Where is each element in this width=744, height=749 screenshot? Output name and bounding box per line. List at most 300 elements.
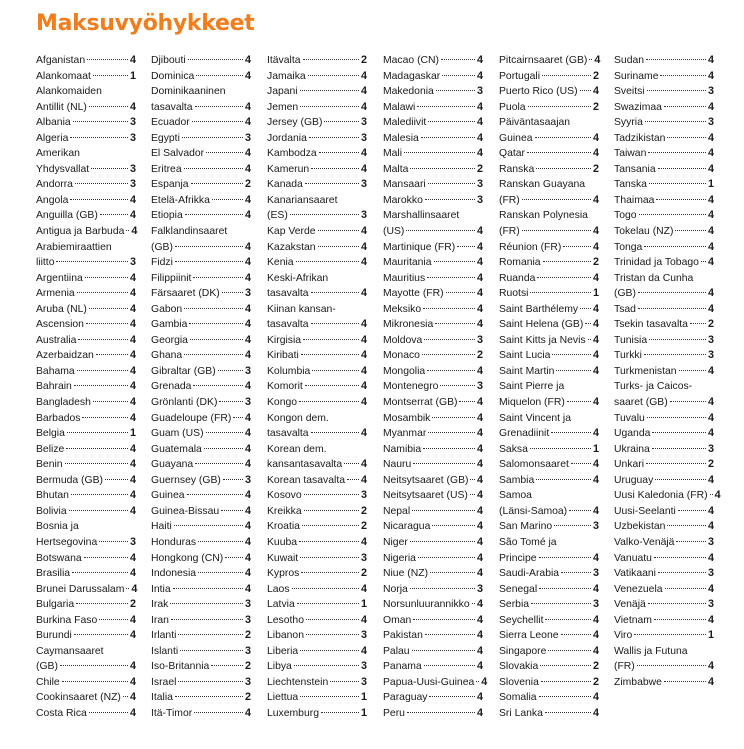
dot-leader	[89, 712, 128, 713]
dot-leader	[175, 696, 243, 697]
dot-leader	[85, 277, 128, 278]
dot-leader	[589, 59, 592, 60]
zone-number: 2	[707, 458, 714, 471]
country-entry	[614, 100, 714, 116]
country-name: Marshallinsaaret	[383, 210, 460, 222]
country-name: Benin	[36, 459, 63, 471]
dot-leader	[193, 277, 243, 278]
country-name: Liberia	[267, 645, 299, 657]
country-name: Kreikka	[267, 505, 302, 517]
country-name: Mongolia	[383, 365, 426, 377]
country-name: Gabon	[151, 303, 183, 315]
country-entry	[499, 317, 599, 333]
country-name: Singapore	[499, 645, 547, 657]
dot-leader	[588, 339, 591, 340]
country-entry	[383, 488, 483, 504]
dot-leader	[530, 292, 591, 293]
dot-leader	[175, 261, 243, 262]
country-entry	[151, 426, 251, 442]
zone-number: 4	[244, 100, 251, 113]
country-name: Vietnam	[614, 614, 652, 626]
dot-leader	[670, 401, 706, 402]
dot-leader	[89, 106, 128, 107]
zone-number: 4	[244, 193, 251, 206]
dot-leader	[304, 494, 359, 495]
dot-leader	[545, 712, 591, 713]
dot-leader	[421, 137, 475, 138]
country-name: Espanja	[151, 179, 189, 191]
country-entry	[267, 224, 367, 240]
country-entry	[151, 255, 251, 271]
country-entry	[614, 535, 714, 551]
zone-number: 4	[476, 287, 483, 300]
dot-leader	[667, 137, 706, 138]
country-entry	[36, 240, 136, 271]
country-name: Papua-Uusi-Guinea	[383, 676, 475, 688]
zone-number: 4	[360, 162, 367, 175]
country-entry	[151, 659, 251, 675]
country-name: Päiväntasaajan	[499, 117, 571, 129]
zone-number: 4	[592, 333, 599, 346]
dot-leader	[303, 59, 359, 60]
zone-number: 2	[360, 54, 367, 66]
zone-number: 4	[714, 489, 721, 502]
country-entry	[36, 473, 136, 489]
country-entry	[614, 519, 714, 535]
zone-number: 4	[592, 318, 599, 331]
dot-leader	[89, 308, 128, 309]
column-5	[499, 53, 599, 722]
country-entry	[151, 224, 251, 255]
country-name: Keski-Afrikan	[267, 272, 329, 284]
country-name: Tonga	[614, 241, 643, 253]
country-name: Filippiinit	[151, 272, 192, 284]
country-entry	[151, 364, 251, 380]
zone-number: 3	[360, 131, 367, 144]
country-name: Grenadiinit	[499, 428, 550, 440]
country-name: Pakistan	[383, 630, 423, 642]
zone-number: 3	[244, 364, 251, 377]
country-name: Ranskan Polynesia	[499, 210, 588, 222]
country-entry	[267, 302, 367, 333]
dot-leader	[126, 230, 129, 231]
dot-leader	[99, 619, 128, 620]
country-entry	[499, 333, 599, 349]
country-entry	[36, 364, 136, 380]
country-name: Libanon	[267, 630, 304, 642]
dot-leader	[82, 417, 128, 418]
country-name: Alankomaat	[36, 70, 91, 82]
country-entry	[614, 675, 714, 691]
country-name: Bahama	[36, 365, 75, 377]
dot-leader	[569, 510, 591, 511]
zone-number: 4	[592, 147, 599, 160]
zone-number: 3	[592, 567, 599, 580]
dot-leader	[522, 199, 591, 200]
zone-number: 4	[707, 582, 714, 595]
country-entry	[499, 255, 599, 271]
country-entry	[499, 364, 599, 380]
country-entry	[151, 115, 251, 131]
dot-leader	[541, 681, 591, 682]
dot-leader	[195, 463, 243, 464]
zone-number: 3	[360, 629, 367, 642]
dot-leader	[427, 370, 475, 371]
zone-number: 3	[244, 613, 251, 626]
country-entry	[499, 162, 599, 178]
country-entry	[151, 551, 251, 567]
dot-leader	[543, 261, 591, 262]
dot-leader	[527, 152, 591, 153]
country-entry	[499, 348, 599, 364]
zone-number: 4	[244, 582, 251, 595]
country-name: Senegal	[499, 583, 538, 595]
country-name: Armenia	[36, 288, 75, 300]
country-entry	[36, 348, 136, 364]
country-name: Peru	[383, 707, 405, 719]
country-entry	[36, 457, 136, 473]
dot-leader	[537, 277, 591, 278]
zone-number: 4	[129, 318, 136, 331]
country-name: Turkki	[614, 350, 642, 362]
country-name: Jersey (GB)	[267, 117, 323, 129]
zone-number: 3	[476, 193, 483, 206]
country-entry	[36, 675, 136, 691]
zone-number: 4	[592, 644, 599, 657]
country-entry	[151, 613, 251, 629]
country-name: (US)	[383, 226, 405, 238]
country-name: (FR)	[499, 194, 520, 206]
dot-leader	[428, 183, 475, 184]
dot-leader	[656, 199, 706, 200]
country-name: Miquelon (FR)	[499, 397, 565, 409]
country-entry	[499, 177, 599, 208]
zone-number: 2	[476, 349, 483, 362]
dot-leader	[425, 634, 475, 635]
dot-leader	[536, 479, 591, 480]
dot-leader	[648, 603, 706, 604]
country-name: Taiwan	[614, 148, 647, 160]
zone-number: 4	[592, 240, 599, 253]
dot-leader	[472, 603, 475, 604]
country-entry	[614, 566, 714, 582]
dot-leader	[425, 199, 475, 200]
dot-leader	[56, 261, 128, 262]
zone-number: 4	[707, 131, 714, 144]
country-entry	[151, 519, 251, 535]
country-entry	[383, 177, 483, 193]
country-name: Kambodza	[267, 148, 317, 160]
dot-leader	[300, 90, 359, 91]
dot-leader	[551, 432, 591, 433]
zone-number: 4	[707, 287, 714, 300]
country-name: Puola	[499, 101, 526, 113]
country-name: Komorit	[267, 381, 303, 393]
dot-leader	[290, 214, 359, 215]
country-entry	[499, 644, 599, 660]
dot-leader	[548, 650, 591, 651]
country-name: Romania	[499, 257, 541, 269]
country-name: Ruotsi	[499, 288, 529, 300]
dot-leader	[306, 634, 359, 635]
country-entry	[267, 193, 367, 224]
country-name: liitto	[36, 257, 55, 269]
country-name: Nepal	[383, 505, 411, 517]
dot-leader	[187, 494, 243, 495]
zone-number: 2	[244, 691, 251, 704]
dot-leader	[223, 479, 243, 480]
dot-leader	[311, 323, 359, 324]
zone-number: 3	[707, 535, 714, 548]
dot-leader	[701, 261, 706, 262]
country-entry	[499, 146, 599, 162]
zone-number: 4	[476, 442, 483, 455]
country-entry	[267, 582, 367, 598]
country-name: Tuvalu	[614, 412, 645, 424]
dot-leader	[539, 588, 591, 589]
country-entry	[614, 146, 714, 162]
dot-leader	[324, 121, 359, 122]
country-name: (GB)	[36, 661, 58, 673]
dot-leader	[171, 619, 243, 620]
zone-number: 4	[592, 396, 599, 409]
country-name: (Länsi-Samoa)	[499, 505, 568, 517]
country-name: Angola	[36, 194, 69, 206]
dot-leader	[170, 603, 243, 604]
country-name: Kirgisia	[267, 334, 302, 346]
zone-number: 4	[244, 162, 251, 175]
zone-number: 4	[592, 302, 599, 315]
dot-leader	[296, 261, 359, 262]
zone-number: 4	[592, 193, 599, 206]
country-name: Korean tasavalta	[267, 474, 345, 486]
zone-number: 4	[129, 209, 136, 222]
country-entry	[383, 286, 483, 302]
country-name: Burkina Faso	[36, 614, 98, 626]
dot-leader	[406, 230, 475, 231]
dot-leader	[206, 432, 243, 433]
dot-leader	[646, 59, 706, 60]
country-entry	[151, 597, 251, 613]
country-entry	[151, 208, 251, 224]
country-name: Guadeloupe (FR)	[151, 412, 232, 424]
country-entry	[267, 473, 367, 489]
country-name: Costa Rica	[36, 707, 87, 719]
dot-leader	[87, 59, 128, 60]
dot-leader	[646, 463, 706, 464]
zone-number: 4	[129, 675, 136, 688]
zone-number: 4	[244, 520, 251, 533]
country-entry	[499, 582, 599, 598]
country-name: Grönlanti (DK)	[151, 397, 218, 409]
country-name: Tanska	[614, 179, 647, 191]
country-name: Montserrat (GB)	[383, 397, 458, 409]
dot-leader	[330, 681, 359, 682]
country-entry	[499, 100, 599, 116]
country-entry	[383, 426, 483, 442]
zone-number: 4	[360, 349, 367, 362]
country-entry	[267, 100, 367, 116]
zone-number: 4	[244, 54, 251, 66]
zone-number: 4	[131, 582, 138, 595]
zone-number: 4	[129, 411, 136, 424]
country-name: Sambia	[499, 474, 535, 486]
dot-leader	[476, 681, 479, 682]
country-entry	[499, 240, 599, 256]
dot-leader	[440, 385, 475, 386]
dot-leader	[676, 541, 706, 542]
country-entry	[383, 504, 483, 520]
zone-number: 4	[360, 240, 367, 253]
zone-number: 3	[476, 380, 483, 393]
dot-leader	[648, 152, 706, 153]
country-name: tasavalta	[267, 319, 309, 331]
country-entry	[267, 504, 367, 520]
country-name: Paraguay	[383, 692, 428, 704]
dot-leader	[442, 75, 475, 76]
dot-leader	[204, 448, 243, 449]
country-entry	[383, 613, 483, 629]
country-name: Tansania	[614, 163, 656, 175]
country-name: Namibia	[383, 443, 422, 455]
dot-leader	[123, 696, 128, 697]
country-name: Eritrea	[151, 163, 182, 175]
country-entry	[614, 488, 721, 504]
country-name: Indonesia	[151, 568, 197, 580]
country-name: Haiti	[151, 521, 172, 533]
country-name: Alankomaiden	[36, 86, 102, 98]
country-name: Intia	[151, 583, 171, 595]
zone-number: 2	[360, 520, 367, 533]
country-entry	[267, 131, 367, 147]
dot-leader	[470, 494, 475, 495]
country-entry	[151, 582, 251, 598]
dot-leader	[561, 572, 591, 573]
country-name: Fidzi	[151, 257, 173, 269]
country-name: Barbados	[36, 412, 81, 424]
country-entry	[499, 659, 599, 675]
dot-leader	[436, 90, 475, 91]
dot-leader	[304, 510, 359, 511]
country-name: Guayana	[151, 459, 194, 471]
country-name: Iran	[151, 614, 169, 626]
country-name: Ranska	[499, 163, 535, 175]
dot-leader	[318, 246, 359, 247]
country-name: Antigua ja Barbuda	[36, 226, 125, 238]
dot-leader	[690, 323, 706, 324]
zone-number: 4	[476, 567, 483, 580]
zone-number: 3	[592, 520, 599, 533]
country-name: Nauru	[383, 459, 412, 471]
country-entry	[151, 379, 251, 395]
dot-leader	[658, 168, 706, 169]
dot-leader	[410, 588, 475, 589]
country-name: Chile	[36, 676, 60, 688]
zone-number: 4	[476, 256, 483, 269]
country-name: Réunion (FR)	[499, 241, 562, 253]
country-name: Itävalta	[267, 55, 301, 66]
country-name: Qatar	[499, 148, 525, 160]
zone-number: 4	[707, 660, 714, 673]
zone-number: 4	[244, 271, 251, 284]
country-name: Guernsey (GB)	[151, 474, 221, 486]
zone-list	[36, 53, 721, 743]
country-name: Puerto Rico (US)	[499, 86, 578, 98]
country-name: Uganda	[614, 428, 651, 440]
country-name: Cookinsaaret (NZ)	[36, 692, 121, 704]
dot-leader	[679, 370, 706, 371]
zone-number: 4	[244, 442, 251, 455]
zone-number: 4	[476, 318, 483, 331]
zone-number: 1	[707, 629, 714, 642]
zone-number: 4	[707, 411, 714, 424]
zone-number: 3	[244, 287, 251, 300]
dot-leader	[93, 401, 128, 402]
dot-leader	[196, 75, 243, 76]
zone-number: 4	[476, 271, 483, 284]
country-entry	[383, 100, 483, 116]
country-name: Malta	[383, 163, 409, 175]
country-name: Brasilia	[36, 568, 71, 580]
dot-leader	[542, 75, 591, 76]
zone-number: 4	[244, 240, 251, 253]
page-title: Maksuvyöhykkeet	[36, 11, 255, 36]
country-name: Hertsegovina	[36, 536, 98, 548]
dot-leader	[198, 572, 243, 573]
country-entry	[499, 442, 599, 458]
country-entry	[36, 317, 136, 333]
country-name: Tadzikistan	[614, 132, 666, 144]
dot-leader	[60, 665, 128, 666]
dot-leader	[300, 106, 359, 107]
country-name: saaret (GB)	[614, 397, 668, 409]
country-entry	[499, 690, 599, 706]
country-name: Aruba (NL)	[36, 303, 87, 315]
country-name: Somalia	[499, 692, 537, 704]
dot-leader	[306, 619, 359, 620]
country-name: Monaco	[383, 350, 420, 362]
country-entry	[383, 442, 483, 458]
zone-number: 4	[129, 691, 136, 704]
country-name: Thaimaa	[614, 194, 655, 206]
zone-number: 3	[476, 178, 483, 191]
zone-number: 4	[476, 660, 483, 673]
zone-number: 4	[476, 100, 483, 113]
country-entry	[383, 597, 483, 613]
zone-number: 4	[592, 613, 599, 626]
country-entry	[383, 566, 483, 582]
zone-number: 2	[360, 567, 367, 580]
dot-leader	[539, 696, 591, 697]
country-entry	[151, 504, 251, 520]
zone-number: 4	[129, 193, 136, 206]
dot-leader	[188, 59, 243, 60]
country-entry	[267, 690, 367, 706]
zone-number: 4	[129, 396, 136, 409]
country-entry	[267, 146, 367, 162]
dot-leader	[424, 339, 475, 340]
zone-number: 3	[129, 256, 136, 269]
country-entry	[614, 271, 714, 302]
zone-number: 4	[244, 535, 251, 548]
country-entry	[383, 193, 483, 209]
country-name: Jemen	[267, 101, 299, 113]
dot-leader	[318, 230, 359, 231]
country-entry	[383, 675, 488, 691]
zone-number: 4	[244, 349, 251, 362]
country-name: Djibouti	[151, 55, 186, 66]
country-entry	[36, 208, 136, 224]
